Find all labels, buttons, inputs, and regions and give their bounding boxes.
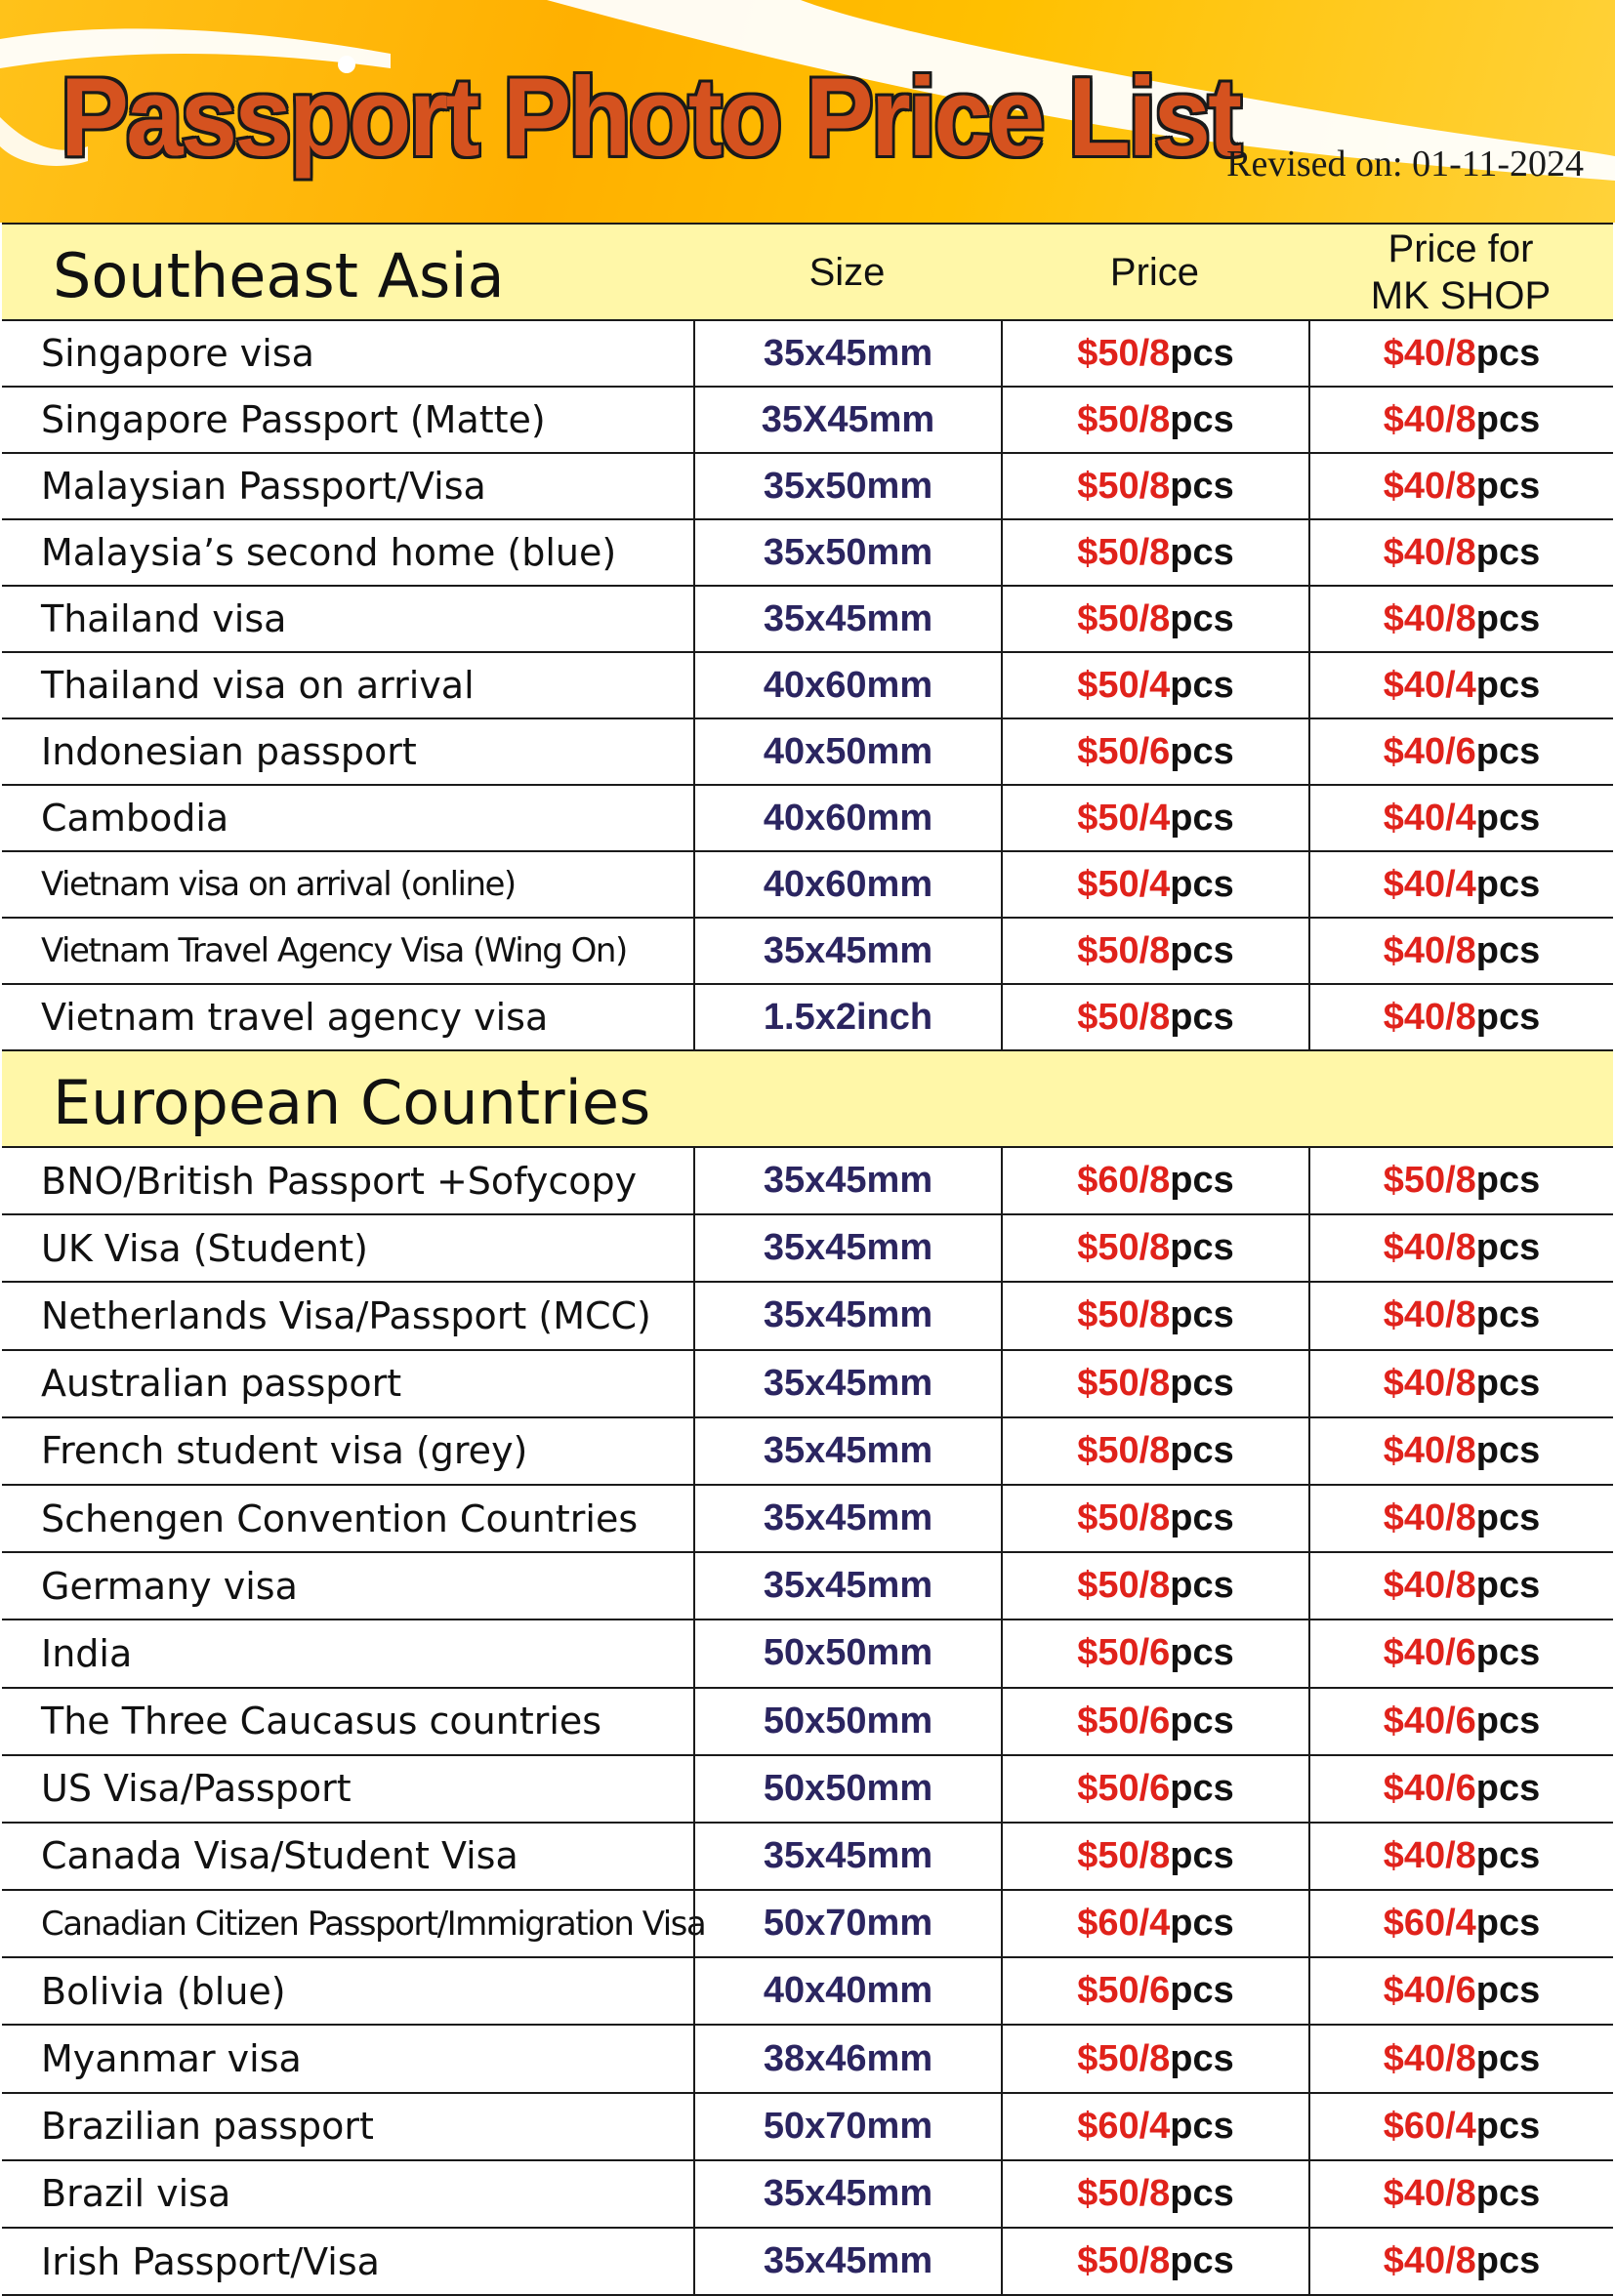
standard-price [1001, 587, 1308, 651]
table-row [2, 2094, 1613, 2161]
standard-price [1001, 388, 1308, 452]
table-row [2, 1689, 1613, 1756]
price-amount: $40/4 [1383, 797, 1476, 839]
price-amount: $40/6 [1383, 1767, 1476, 1809]
price-amount: $50/8 [1077, 929, 1171, 971]
mk-shop-price [1308, 1958, 1613, 2024]
price-amount: $50/4 [1077, 797, 1171, 839]
mk-shop-price [1308, 719, 1613, 784]
price-unit: pcs [1475, 1767, 1541, 1809]
document-name: Myanmar visa [41, 2037, 302, 2081]
photo-size: 35x45mm [693, 2161, 1001, 2227]
document-name: Australian passport [41, 1362, 402, 1406]
price-amount: $50/6 [1077, 1632, 1171, 1674]
document-name: Vietnam travel agency visa [41, 996, 549, 1039]
price-amount: $40/8 [1383, 332, 1476, 374]
price-amount: $40/8 [1383, 2240, 1476, 2282]
table-row [2, 520, 1613, 587]
mk-shop-price [1308, 1756, 1613, 1822]
price-unit: pcs [1475, 996, 1541, 1038]
document-name: Malaysian Passport/Visa [41, 465, 486, 508]
column-header-mk-line2: MK SHOP [1370, 273, 1552, 317]
price-unit: pcs [1170, 597, 1234, 639]
price-amount: $50/8 [1077, 465, 1171, 507]
photo-size: 35x45mm [693, 1486, 1001, 1551]
price-amount: $40/8 [1383, 1834, 1476, 1876]
header-banner [0, 0, 1615, 223]
table-row [2, 1283, 1613, 1350]
price-unit: pcs [1475, 929, 1541, 971]
mk-shop-price [1308, 388, 1613, 452]
section-header [2, 225, 1613, 321]
table-row [2, 919, 1613, 985]
section-title: Southeast Asia [53, 240, 505, 311]
table-row [2, 985, 1613, 1051]
table-row [2, 587, 1613, 653]
table-row [2, 2161, 1613, 2229]
mk-shop-price [1308, 1351, 1613, 1416]
section-header [2, 1051, 1613, 1148]
page-title: Passport Photo Price List [61, 56, 1240, 180]
photo-size: 40x60mm [693, 786, 1001, 850]
price-unit: pcs [1170, 1632, 1234, 1674]
photo-size: 35x45mm [693, 919, 1001, 983]
price-amount: $50/8 [1383, 1160, 1476, 1202]
price-unit: pcs [1475, 1429, 1541, 1471]
table-row [2, 1824, 1613, 1891]
price-amount: $50/8 [1077, 1227, 1171, 1269]
mk-shop-price [1308, 587, 1613, 651]
standard-price [1001, 520, 1308, 585]
document-name: Thailand visa on arrival [41, 664, 475, 707]
document-name: Bolivia (blue) [41, 1969, 286, 2013]
price-amount: $50/8 [1077, 2172, 1171, 2214]
table-row [2, 2229, 1613, 2296]
photo-size: 40x50mm [693, 719, 1001, 784]
price-unit: pcs [1170, 465, 1234, 507]
price-amount: $40/6 [1383, 730, 1476, 772]
price-amount: $40/6 [1383, 1632, 1476, 1674]
price-unit: pcs [1170, 996, 1234, 1038]
document-name: French student visa (grey) [41, 1429, 528, 1473]
mk-shop-price [1308, 786, 1613, 850]
standard-price [1001, 919, 1308, 983]
price-unit: pcs [1170, 1903, 1234, 1945]
price-unit: pcs [1475, 1632, 1541, 1674]
mk-shop-price [1308, 2229, 1613, 2294]
standard-price [1001, 653, 1308, 718]
photo-size: 35x50mm [693, 520, 1001, 585]
price-amount: $50/8 [1077, 531, 1171, 573]
price-unit: pcs [1170, 797, 1234, 839]
standard-price [1001, 2161, 1308, 2227]
photo-size: 50x70mm [693, 1891, 1001, 1956]
document-name: Singapore Passport (Matte) [41, 398, 546, 441]
document-name: Singapore visa [41, 332, 314, 375]
photo-size: 35x45mm [693, 1148, 1001, 1213]
price-amount: $60/8 [1077, 1160, 1171, 1202]
standard-price [1001, 2229, 1308, 2294]
photo-size: 35x45mm [693, 1351, 1001, 1416]
mk-shop-price [1308, 454, 1613, 518]
price-amount: $50/8 [1077, 597, 1171, 639]
photo-size: 40x60mm [693, 852, 1001, 917]
price-unit: pcs [1475, 2172, 1541, 2214]
photo-size: 35x50mm [693, 454, 1001, 518]
price-unit: pcs [1475, 2037, 1541, 2079]
price-unit: pcs [1475, 1294, 1541, 1336]
photo-size: 35x45mm [693, 2229, 1001, 2294]
document-name: Indonesian passport [41, 730, 417, 773]
document-name: Cambodia [41, 797, 229, 840]
photo-size: 50x50mm [693, 1620, 1001, 1686]
document-name: Malaysia’s second home (blue) [41, 531, 617, 574]
photo-size: 50x50mm [693, 1689, 1001, 1754]
mk-shop-price [1308, 321, 1613, 386]
table-row [2, 321, 1613, 388]
price-amount: $50/8 [1077, 1294, 1171, 1336]
price-unit: pcs [1170, 1362, 1234, 1404]
mk-shop-price [1308, 1891, 1613, 1956]
price-unit: pcs [1170, 1834, 1234, 1876]
document-name: Canada Visa/Student Visa [41, 1834, 518, 1878]
photo-size: 35x45mm [693, 321, 1001, 386]
standard-price [1001, 1283, 1308, 1348]
price-unit: pcs [1170, 664, 1234, 706]
photo-size: 38x46mm [693, 2026, 1001, 2091]
price-unit: pcs [1475, 1362, 1541, 1404]
mk-shop-price [1308, 1283, 1613, 1348]
standard-price [1001, 1418, 1308, 1484]
standard-price [1001, 1486, 1308, 1551]
price-amount: $50/8 [1077, 398, 1171, 440]
table-row [2, 1351, 1613, 1418]
document-name: UK Visa (Student) [41, 1226, 368, 1270]
price-unit: pcs [1170, 2105, 1234, 2147]
price-amount: $40/8 [1383, 1565, 1476, 1607]
price-unit: pcs [1475, 1497, 1541, 1539]
standard-price [1001, 1824, 1308, 1889]
standard-price [1001, 1148, 1308, 1213]
photo-size: 40x60mm [693, 653, 1001, 718]
price-unit: pcs [1475, 332, 1541, 374]
price-amount: $50/6 [1077, 1700, 1171, 1742]
document-name: Brazilian passport [41, 2105, 374, 2149]
price-unit: pcs [1475, 398, 1541, 440]
mk-shop-price [1308, 653, 1613, 718]
table-row [2, 1553, 1613, 1620]
price-unit: pcs [1475, 2105, 1541, 2147]
section-1 [2, 1051, 1613, 2296]
table-row [2, 2026, 1613, 2093]
price-amount: $40/4 [1383, 863, 1476, 905]
document-name: Schengen Convention Countries [41, 1496, 639, 1540]
price-unit: pcs [1475, 1160, 1541, 1202]
document-name: Vietnam Travel Agency Visa (Wing On) [41, 931, 627, 970]
mk-shop-price [1308, 1418, 1613, 1484]
table-row [2, 454, 1613, 520]
table-row [2, 1756, 1613, 1824]
price-unit: pcs [1170, 863, 1234, 905]
standard-price [1001, 321, 1308, 386]
price-unit: pcs [1170, 929, 1234, 971]
price-amount: $60/4 [1077, 1903, 1171, 1945]
price-amount: $50/8 [1077, 1565, 1171, 1607]
document-name: Netherlands Visa/Passport (MCC) [41, 1293, 651, 1337]
document-name: Germany visa [41, 1564, 298, 1608]
price-amount: $40/8 [1383, 531, 1476, 573]
price-amount: $40/6 [1383, 1970, 1476, 2012]
price-amount: $50/8 [1077, 996, 1171, 1038]
table-row [2, 1891, 1613, 1958]
mk-shop-price [1308, 919, 1613, 983]
price-unit: pcs [1475, 2240, 1541, 2282]
section-title: European Countries [53, 1067, 651, 1138]
mk-shop-price [1308, 1824, 1613, 1889]
price-amount: $50/8 [1077, 1362, 1171, 1404]
price-amount: $40/8 [1383, 398, 1476, 440]
table-row [2, 1215, 1613, 1283]
document-name: The Three Caucasus countries [41, 1700, 602, 1743]
table-row [2, 1958, 1613, 2026]
photo-size: 35x45mm [693, 1824, 1001, 1889]
standard-price [1001, 1553, 1308, 1619]
mk-shop-price [1308, 2161, 1613, 2227]
document-name: Irish Passport/Visa [41, 2239, 380, 2283]
price-unit: pcs [1170, 1294, 1234, 1336]
table-row [2, 719, 1613, 786]
mk-shop-price [1308, 852, 1613, 917]
price-unit: pcs [1475, 863, 1541, 905]
column-header-mk-line1: Price for [1387, 226, 1534, 270]
mk-shop-price [1308, 1620, 1613, 1686]
price-amount: $50/8 [1077, 1834, 1171, 1876]
price-unit: pcs [1475, 531, 1541, 573]
price-amount: $60/4 [1383, 2105, 1476, 2147]
price-unit: pcs [1170, 398, 1234, 440]
revised-date: Revised on: 01-11-2024 [1226, 144, 1584, 184]
table-row [2, 1418, 1613, 1486]
photo-size: 35x45mm [693, 1418, 1001, 1484]
price-amount: $50/8 [1077, 2037, 1171, 2079]
price-unit: pcs [1170, 1565, 1234, 1607]
price-unit: pcs [1475, 730, 1541, 772]
photo-size: 50x70mm [693, 2094, 1001, 2159]
price-amount: $40/6 [1383, 1700, 1476, 1742]
standard-price [1001, 2094, 1308, 2159]
price-amount: $40/8 [1383, 1294, 1476, 1336]
standard-price [1001, 1620, 1308, 1686]
table-row [2, 786, 1613, 852]
price-unit: pcs [1170, 332, 1234, 374]
price-amount: $40/8 [1383, 1362, 1476, 1404]
price-unit: pcs [1475, 664, 1541, 706]
price-unit: pcs [1170, 1160, 1234, 1202]
column-header-mk-shop [1308, 225, 1613, 319]
price-unit: pcs [1170, 730, 1234, 772]
table-row [2, 1620, 1613, 1688]
standard-price [1001, 985, 1308, 1049]
document-name: Brazil visa [41, 2172, 231, 2216]
standard-price [1001, 1215, 1308, 1281]
column-header-size: Size [808, 250, 886, 294]
price-amount: $60/4 [1077, 2105, 1171, 2147]
mk-shop-price [1308, 520, 1613, 585]
photo-size: 40x40mm [693, 1958, 1001, 2024]
price-unit: pcs [1170, 1497, 1234, 1539]
price-amount: $50/8 [1077, 332, 1171, 374]
mk-shop-price [1308, 1486, 1613, 1551]
price-amount: $50/8 [1077, 2240, 1171, 2282]
price-unit: pcs [1170, 1767, 1234, 1809]
price-unit: pcs [1475, 797, 1541, 839]
price-unit: pcs [1170, 1970, 1234, 2012]
price-unit: pcs [1475, 1565, 1541, 1607]
price-amount: $50/4 [1077, 863, 1171, 905]
standard-price [1001, 1756, 1308, 1822]
price-unit: pcs [1475, 1700, 1541, 1742]
document-name: US Visa/Passport [41, 1767, 352, 1811]
mk-shop-price [1308, 1148, 1613, 1213]
mk-shop-price [1308, 2026, 1613, 2091]
price-unit: pcs [1475, 1834, 1541, 1876]
price-table [2, 223, 1613, 2296]
standard-price [1001, 786, 1308, 850]
price-unit: pcs [1170, 2172, 1234, 2214]
price-amount: $40/8 [1383, 465, 1476, 507]
column-header-price: Price [1109, 250, 1200, 294]
price-amount: $40/8 [1383, 929, 1476, 971]
price-unit: pcs [1475, 597, 1541, 639]
standard-price [1001, 1351, 1308, 1416]
section-0 [2, 225, 1613, 1051]
price-amount: $50/6 [1077, 1767, 1171, 1809]
price-amount: $50/6 [1077, 1970, 1171, 2012]
price-unit: pcs [1475, 1903, 1541, 1945]
document-name: India [41, 1631, 133, 1675]
standard-price [1001, 1891, 1308, 1956]
standard-price [1001, 719, 1308, 784]
price-amount: $50/8 [1077, 1497, 1171, 1539]
photo-size: 35x45mm [693, 1283, 1001, 1348]
price-amount: $40/8 [1383, 2172, 1476, 2214]
table-row [2, 1148, 1613, 1215]
standard-price [1001, 1958, 1308, 2024]
price-amount: $40/8 [1383, 1227, 1476, 1269]
price-unit: pcs [1170, 1227, 1234, 1269]
price-amount: $40/8 [1383, 1497, 1476, 1539]
price-unit: pcs [1170, 1700, 1234, 1742]
document-name: Vietnam visa on arrival (online) [41, 865, 516, 904]
photo-size: 35x45mm [693, 587, 1001, 651]
price-unit: pcs [1170, 2037, 1234, 2079]
price-unit: pcs [1475, 1970, 1541, 2012]
price-unit: pcs [1170, 531, 1234, 573]
price-amount: $40/4 [1383, 664, 1476, 706]
mk-shop-price [1308, 1215, 1613, 1281]
price-unit: pcs [1475, 1227, 1541, 1269]
price-amount: $50/6 [1077, 730, 1171, 772]
photo-size: 35X45mm [693, 388, 1001, 452]
price-amount: $40/8 [1383, 2037, 1476, 2079]
price-amount: $50/4 [1077, 664, 1171, 706]
photo-size: 35x45mm [693, 1553, 1001, 1619]
document-name: Canadian Citizen Passport/Immigration Visa [41, 1904, 706, 1944]
table-row [2, 388, 1613, 454]
photo-size: 1.5x2inch [693, 985, 1001, 1049]
price-unit: pcs [1475, 465, 1541, 507]
price-amount: $40/8 [1383, 996, 1476, 1038]
standard-price [1001, 2026, 1308, 2091]
mk-shop-price [1308, 1689, 1613, 1754]
price-unit: pcs [1170, 2240, 1234, 2282]
price-amount: $60/4 [1383, 1903, 1476, 1945]
document-name: BNO/British Passport +Sofycopy [41, 1159, 638, 1203]
price-amount: $40/8 [1383, 1429, 1476, 1471]
table-row [2, 653, 1613, 719]
price-unit: pcs [1170, 1429, 1234, 1471]
table-row [2, 1486, 1613, 1553]
standard-price [1001, 1689, 1308, 1754]
photo-size: 35x45mm [693, 1215, 1001, 1281]
price-amount: $40/8 [1383, 597, 1476, 639]
mk-shop-price [1308, 985, 1613, 1049]
document-name: Thailand visa [41, 597, 287, 640]
mk-shop-price [1308, 2094, 1613, 2159]
standard-price [1001, 852, 1308, 917]
price-amount: $50/8 [1077, 1429, 1171, 1471]
photo-size: 50x50mm [693, 1756, 1001, 1822]
standard-price [1001, 454, 1308, 518]
table-row [2, 852, 1613, 919]
mk-shop-price [1308, 1553, 1613, 1619]
